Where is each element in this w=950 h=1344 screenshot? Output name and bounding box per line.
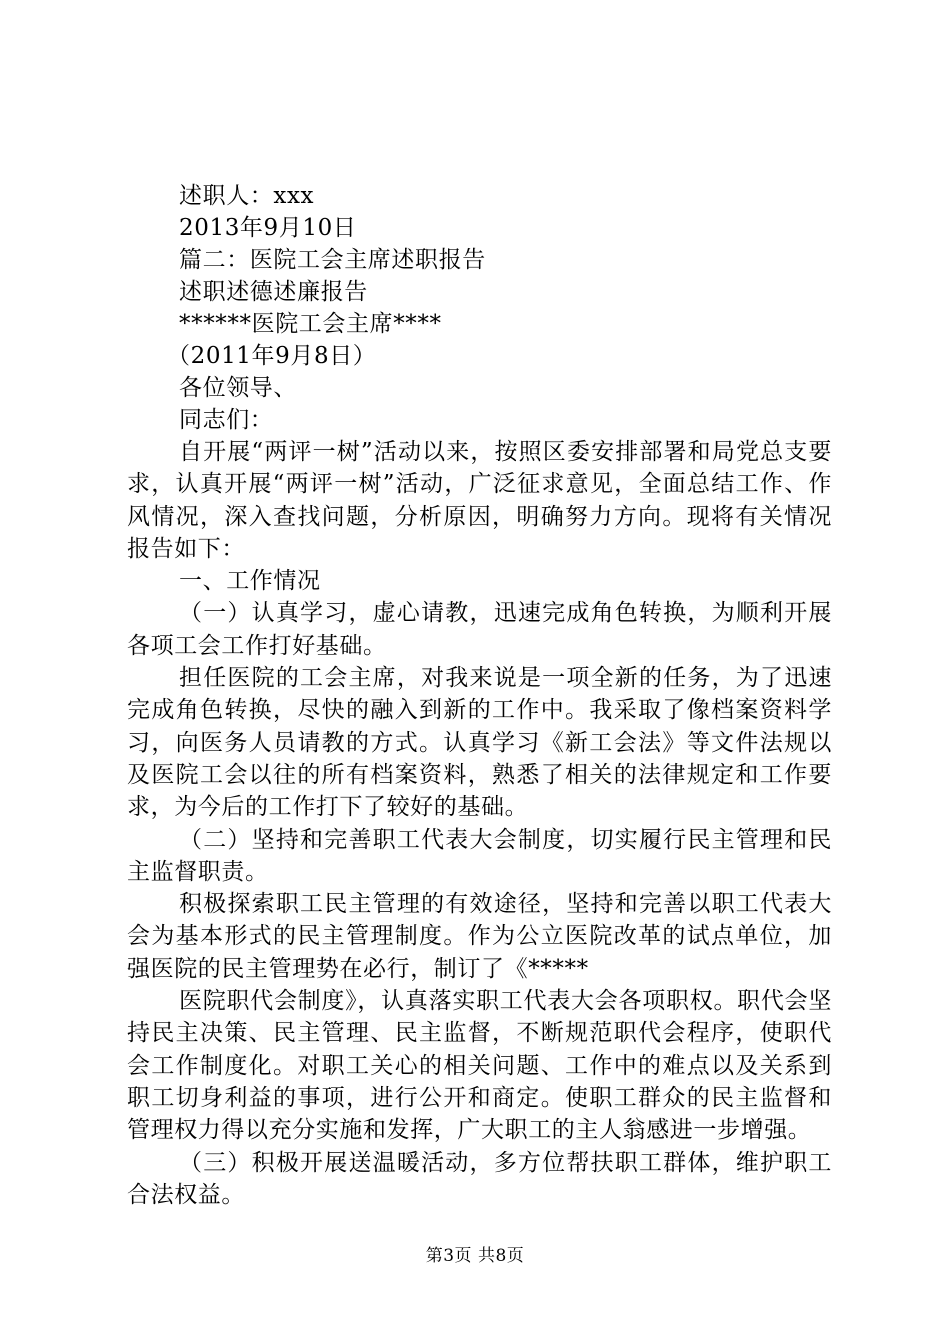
report-author: ******医院工会主席**** [179, 311, 442, 337]
subheading-congress: （二）坚持和完善职工代表大会制度，切实履行民主管理和民主监督职责。 [127, 826, 832, 885]
salutation-leaders: 各位领导、 [179, 375, 297, 401]
report-date: （2011年9月8日） [167, 343, 377, 369]
subheading-study: （一）认真学习，虚心请教，迅速完成角色转换，为顺利开展各项工会工作打好基础。 [127, 600, 832, 659]
paragraph-congress: 积极探索职工民主管理的有效途径，坚持和完善以职工代表大会为基本形式的民主管理制度。作为公立医院改革的试点单位，加强医院的民主管理势在必行，制订了《***** [127, 891, 832, 982]
paragraph-congress-system: 医院职代会制度》，认真落实职工代表大会各项职权。职代会坚持民主决策、民主管理、民主监督，不断规范职代会程序，使职代会工作制度化。对职工关心的相关问题、工作中的难点以及关系到职工切身利益的事项，进行公开和商定。使职工群众的民主监督和管理权力得以充分实施和发挥，广大职工的主人翁感进一步增强。 [127, 988, 832, 1144]
paragraph-intro: 自开展“两评一树”活动以来，按照区委安排部署和局党总支要求，认真开展“两评一树”活动，广泛征求意见，全面总结工作、作风情况，深入查找问题，分析原因，明确努力方向。现将有关情况报告如下： [127, 439, 832, 562]
document-body [127, 180, 832, 1211]
salutation-comrades: 同志们： [179, 407, 274, 433]
heading-work-status: 一、工作情况 [179, 568, 321, 595]
paragraph-study: 担任医院的工会主席，对我来说是一项全新的任务，为了迅速完成角色转换，尽快的融入到新的工作中。我采取了像档案资料学习，向医务人员请教的方式。认真学习《新工会法》等文件法规以及医院工会以往的所有档案资料，熟悉了相关的法律规定和工作要求，为今后的工作打下了较好的基础。 [127, 665, 832, 821]
report-title: 述职述德述廉报告 [179, 279, 368, 305]
date-line: 2013年9月10日 [179, 215, 357, 241]
section-title: 篇二：医院工会主席述职报告 [179, 247, 486, 273]
reporter-line: 述职人：xxx [179, 183, 315, 209]
subheading-warmth: （三）积极开展送温暖活动，多方位帮扶职工群体，维护职工合法权益。 [127, 1149, 832, 1208]
page-footer: 第3页 共8页 [425, 1246, 525, 1266]
